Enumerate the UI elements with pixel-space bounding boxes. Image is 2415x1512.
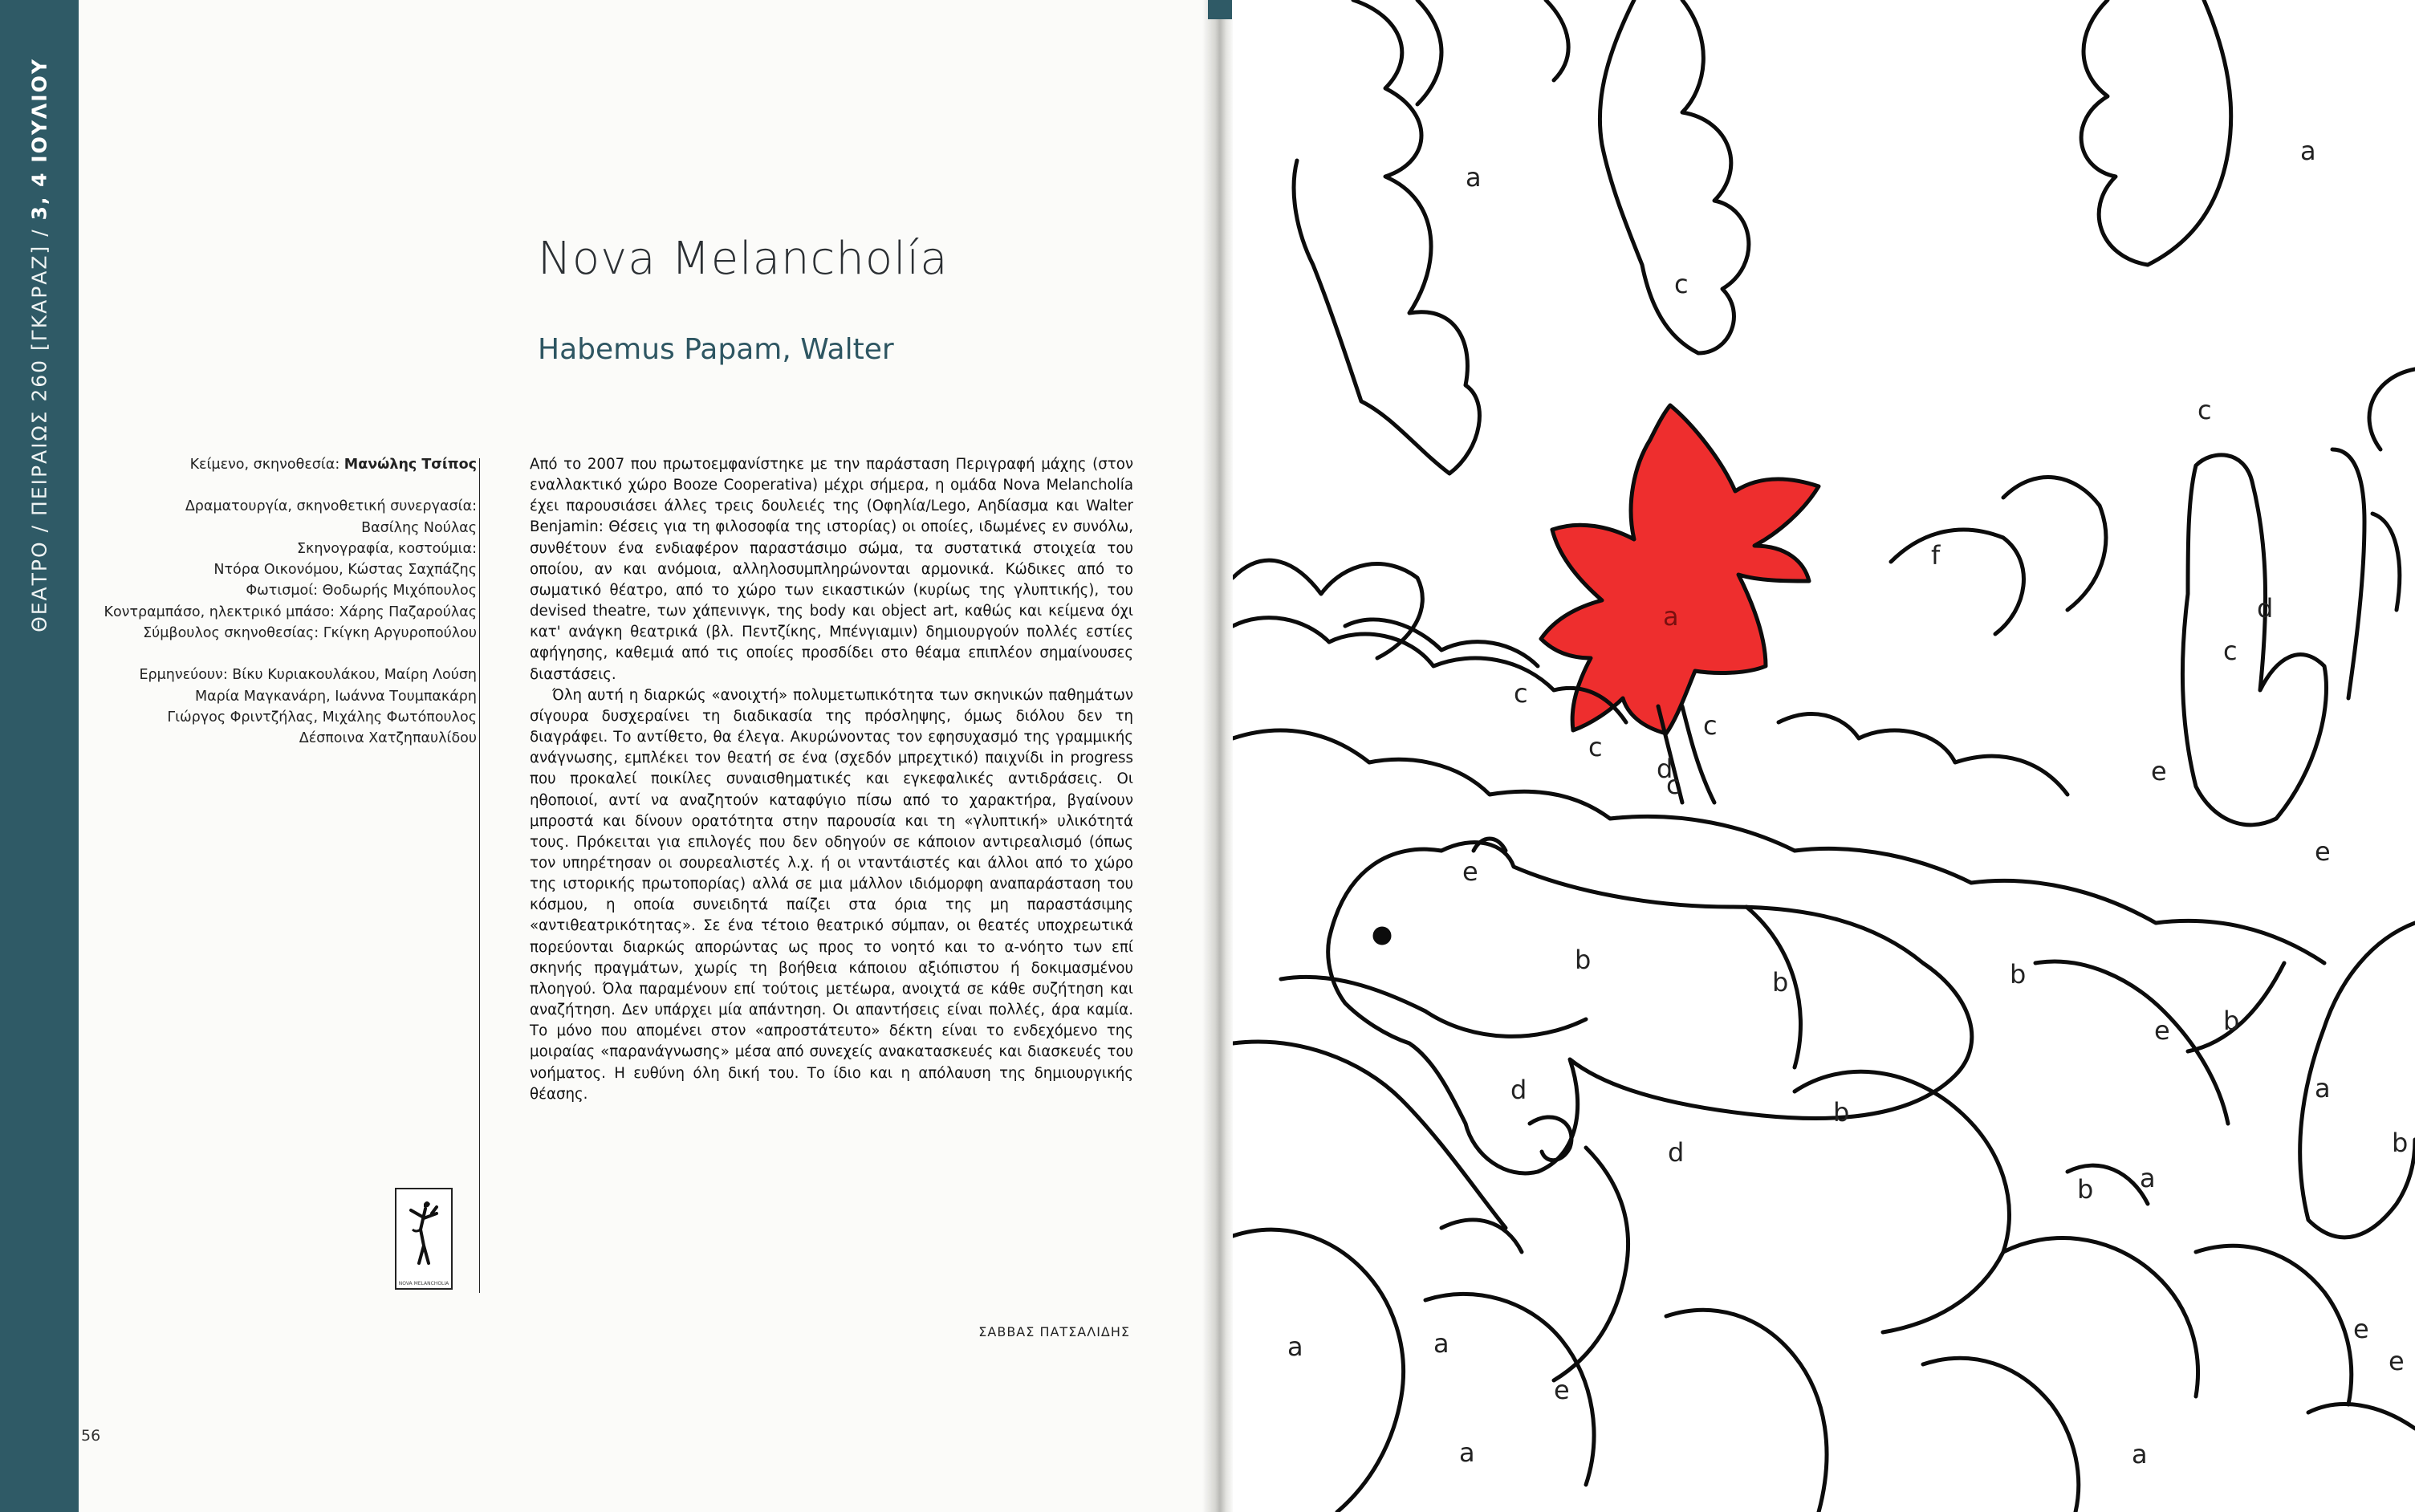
leaf-shape: [1233, 1230, 1404, 1512]
frond-shape: [1546, 0, 1568, 80]
paint-code-letter: e: [2315, 836, 2331, 867]
path-shape: [1281, 977, 1586, 1036]
right-page: [1233, 0, 2415, 1512]
frond-shape: [2081, 0, 2231, 265]
article-subtitle: Habemus Papam, Walter: [538, 333, 894, 366]
credit-line: Δραματουργία, σκηνοθετική συνεργασία:: [185, 498, 477, 515]
leaf-shape: [1795, 1071, 2010, 1332]
paint-code-letter: d: [1668, 1137, 1685, 1168]
credit-direction: [75, 454, 477, 475]
leaf-shape: [1923, 1358, 2079, 1512]
bear-eye-shape: [1375, 929, 1389, 943]
leaf-shape: [1891, 530, 2023, 634]
paint-code-letter: b: [1772, 967, 1789, 998]
body-paragraph: Όλη αυτή η διαρκώς «ανοιχτή» πολυμετωπικότητα των σκηνικών παθημάτων σίγουρα δυσχεραίνει τη διαδικασία της πρόσληψης, όμως διόλου δεν τη διαγράφει. Το αντίθετο, θα έλεγα. Ακυρώνοντας τον εφησυχασμό της γραμμικής ανάγνωσης, εμπλέκει τον θεατή σε ένα (σχεδόν μπρεχτικό) παιχνίδι in progress που προκαλεί ποικίλες συναισθηματικές και εγκεφαλικές αντιδράσεις. Οι ηθοποιοί, αντί να αναζητούν καταφύγιο πίσω από το χαρακτήρα, βγαίνουν μπροστά και δίνουν ορατότητα στην παρουσία και τη «γλυπτική» υλικότητά τους. Πρόκειται για επιλογές που δεν οδηγούν σε κάποιον αντιρεαλισμό (όπως τον υπηρέτησαν οι σουρεαλιστές λ.χ. ή οι νταντάιστές και άλλοι από το χώρο της ιστορικής πρωτοπορίας) αλλά σε μια μάλλον ιδιόμορφη αναπαράσταση του κόσμου, η οποία συνειδητά παίζει στα όρια της μη παραστάσιμης «αντιθεατρικότητας». Σε ένα τέτοιο θεατρικό σύμπαν, οι θεατές υποχρεωτικά πορεύονται διαρκώς απορώντας ως προς το νοητό και το α-νόητο των επί σκηνής πραγμάτων, χωρίς τη βοήθεια κάποιου αξιόπιστου ή δοκιμασμένου πλοηγού. Όλα παραμένουν επί τούτοις μετέωρα, ανοιχτά σε κάθε συζήτηση και αναζήτηση. Δεν υπάρχει μία απάντηση. Οι απαντήσεις είναι πολλές, άρα καμία. Το μόνο που απομένει στον «απροστάτευτο» δέκτη είναι το ενδεχόμενο της μοιραίας «παρανάγνωσης» μέσα από συνεχείς ανακατασκευές και διασκευές του νοήματος. Η ευθύνη όλη δική του. Το ίδιο και η απόλαυση της δημιουργικής θέασης.: [530, 686, 1133, 1103]
section-side-band: [0, 0, 79, 1512]
credit-line: Ντόρα Οικονόμου, Κώστας Σαχπάζης: [213, 562, 477, 579]
leaf-shape: [2308, 1404, 2415, 1429]
hand-shape: [2182, 455, 2326, 825]
book-spine: [1202, 0, 1234, 1512]
paint-code-letter: c: [1703, 710, 1718, 741]
cast-line: Μαρία Μαγκανάρη, Ιωάννα Τουμπακάρη: [194, 688, 477, 705]
paint-code-letter: a: [2140, 1163, 2156, 1193]
section-side-text: [28, 58, 51, 632]
paint-code-letter: e: [1462, 856, 1478, 887]
leaf-shape: [2003, 478, 2106, 610]
paint-code-letter: d: [1510, 1075, 1527, 1105]
credit-line: Φωτισμοί: Θοδωρής Μιχόπουλος: [246, 583, 477, 600]
cast-line: Ερμηνεύουν: Βίκυ Κυριακουλάκου, Μαίρη Λούση: [139, 667, 477, 684]
paint-code-letter: a: [2132, 1439, 2148, 1469]
leaf-shape: [1345, 620, 1538, 666]
frond-shape: [1417, 0, 1441, 104]
spine-tab: [1208, 0, 1232, 19]
logo-caption: NOVA MELANCHOLIA: [398, 1281, 449, 1286]
paint-code-letter: c: [2223, 636, 2238, 666]
page-number: 56: [81, 1427, 101, 1445]
paint-code-letter: e: [2389, 1346, 2405, 1376]
hill-shape: [1779, 714, 2067, 795]
paint-by-letter-illustration: [1233, 0, 2415, 1512]
section-dates-text: 3, 4 ΙΟΥΛΙΟΥ: [27, 58, 51, 221]
leaf-shape: [1666, 1310, 1827, 1512]
paint-code-letter: b: [2223, 1006, 2240, 1036]
cast-line: Δέσποινα Χατζηπαυλίδου: [299, 730, 477, 747]
paint-code-letter: c: [1514, 678, 1528, 709]
paint-code-letter: e: [2353, 1314, 2369, 1344]
path-shape: [1233, 1042, 1506, 1228]
frond-shape: [1600, 0, 1748, 353]
paint-code-letter: c: [1666, 770, 1681, 800]
author-signature: ΣΑΒΒΑΣ ΠΑΤΣΑΛΙΔΗΣ: [978, 1324, 1130, 1339]
paint-code-letter: e: [2151, 756, 2167, 786]
frond-shape: [1294, 0, 1479, 474]
paint-code-letter: d: [1657, 754, 1673, 784]
paint-code-letter: c: [1674, 269, 1689, 299]
paint-code-letter: a: [1433, 1328, 1449, 1359]
leaf-shape: [1233, 560, 1422, 658]
credits-block: [75, 454, 477, 750]
body-paragraph: Από το 2007 που πρωτοεμφανίστηκε με την παράσταση Περιγραφή μάχης (στον εναλλακτικό χώρο Booze Cooperativa) μέχρι σήμερα, η ομάδα Nova Melancholía έχει παρουσιάσει άλλες τρεις δουλειές της (Οφηλία/Lego, Αηδίασμα και Walter Benjamin: Θέσεις για τη φιλοσοφία της ιστορίας) οι οποίες, ιδωμένες εν συνόλω, συνθέτουν ένα ενδιαφέρον παραστάσιμο σώμα, τα συστατικά στοιχεία του οποίου, αν και ανόμοια, αλληλοσυμπληρώνονται αρμονικά. Κώδικες από το σωματικό θέατρο, από το χώρο των εικαστικών (κυρίως της γλυπτικής), του devised theatre, των χάπενινγκ, της body και object art, καθώς και κείμενα όχι κατ' ανάγκη θεατρικά (βλ. Πεντζίκης, Μπένγιαμιν) δημιουργούν πολλές εστίες αφήγησης, καθεμιά από τις οποίες προσδίδει στο θέαμα επιπλέον σημαίνουσες διαστάσεις.: [530, 456, 1133, 683]
paint-code-letter: b: [2010, 959, 2027, 990]
paint-code-letter: a: [1466, 162, 1482, 193]
paint-code-letter: d: [2257, 593, 2274, 624]
paint-code-letter: f: [1931, 540, 1941, 571]
credit-line: Σύμβουλος σκηνοθεσίας: Γκίγκη Αργυροπούλου: [143, 625, 477, 642]
column-divider: [479, 458, 480, 1293]
paint-code-letter: e: [2154, 1015, 2170, 1046]
credits-spacer: [75, 644, 477, 665]
cast-line: Γιώργος Φριντζήλας, Μιχάλης Φωτόπουλος: [167, 709, 477, 726]
credit-director-name: Μανώλης Τσίπος: [344, 457, 477, 473]
article-body: [530, 454, 1133, 1105]
leaf-shape: [2196, 1246, 2352, 1404]
frond-shape: [2369, 369, 2415, 449]
paint-code-letter: b: [1833, 1097, 1850, 1128]
paint-code-letter: a: [1287, 1331, 1303, 1362]
paint-code-letter: c: [1588, 732, 1603, 762]
company-logo: [395, 1188, 453, 1290]
red-palm-shape: [1541, 405, 1819, 734]
credit-line: Βασίλης Νούλας: [361, 519, 477, 536]
dancer-figure-icon: [396, 1189, 451, 1278]
paint-code-letter: b: [1575, 945, 1592, 975]
credit-line: Σκηνογραφία, κοστούμια:: [296, 540, 477, 557]
credit-line: Κοντραμπάσο, ηλεκτρικό μπάσο: Χάρης Παζαρούλας: [104, 604, 477, 620]
paint-code-letter: a: [2300, 136, 2316, 166]
hand-shape: [2372, 514, 2400, 610]
credits-spacer: [75, 475, 477, 496]
paint-code-letter: a: [1663, 601, 1679, 632]
section-venue-text: ΘΕΑΤΡΟ / ΠΕΙΡΑΙΩΣ 260 [ΓΚΑΡΑΖ] /: [27, 220, 51, 632]
hand-shape: [2332, 449, 2364, 698]
paint-code-letter: e: [1554, 1375, 1570, 1405]
paint-code-letter: c: [2197, 395, 2212, 425]
credit-direction-label: Κείμενο, σκηνοθεσία:: [189, 457, 344, 473]
article-title: Nova Melancholía: [538, 233, 949, 285]
leaf-shape: [2003, 1238, 2198, 1396]
bear-swirl-shape: [1530, 1117, 1571, 1160]
paint-code-letter: b: [2077, 1174, 2094, 1205]
paint-code-letter: a: [1459, 1437, 1475, 1468]
paint-code-letter: a: [2315, 1073, 2331, 1104]
leaf-shape: [1441, 1220, 1522, 1252]
paint-code-letter: b: [2392, 1128, 2409, 1158]
leaf-shape: [2035, 961, 2228, 1124]
